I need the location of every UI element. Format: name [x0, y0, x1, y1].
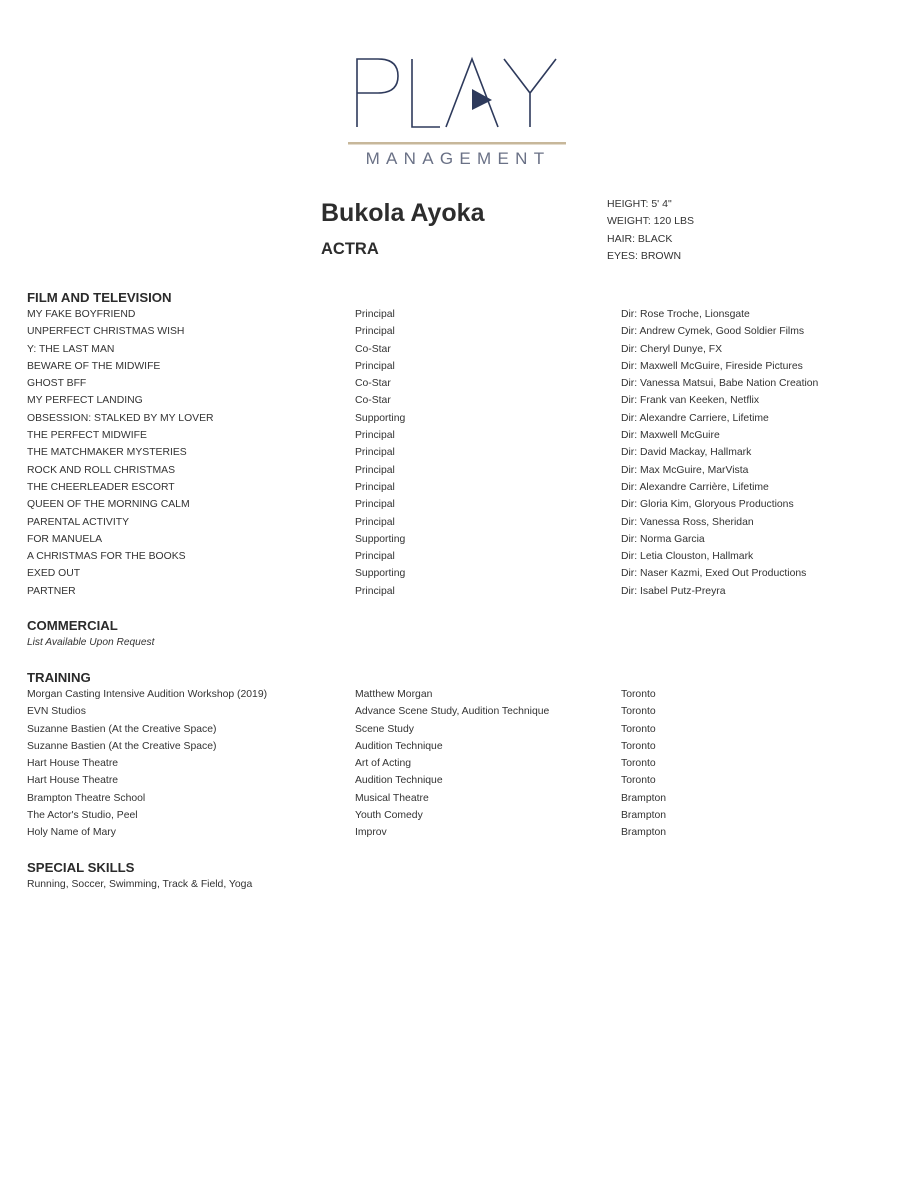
training-location: Brampton — [621, 810, 667, 822]
union-affiliation: ACTRA — [321, 240, 379, 258]
training-list — [27, 686, 897, 842]
credit-role: Principal — [355, 551, 395, 563]
credit-title: BEWARE OF THE MIDWIFE — [27, 360, 161, 372]
credit-row — [27, 548, 897, 565]
training-row — [27, 703, 897, 720]
credit-row — [27, 565, 897, 582]
credit-row — [27, 358, 897, 375]
section-heading: SPECIAL SKILLS — [27, 860, 135, 875]
credit-title: ROCK AND ROLL CHRISTMAS — [27, 464, 175, 476]
logo-subtitle: MANAGEMENT — [365, 149, 551, 168]
credit-row — [27, 496, 897, 513]
training-course: Audition Technique — [355, 740, 443, 752]
training-school: Brampton Theatre School — [27, 792, 146, 804]
training-location: Toronto — [621, 689, 656, 700]
training-location: Toronto — [621, 775, 656, 787]
training-course: Art of Acting — [355, 758, 412, 770]
credit-director: Dir: Andrew Cymek, Good Soldier Films — [621, 326, 805, 338]
training-school: EVN Studios — [27, 706, 86, 718]
credit-role: Principal — [355, 481, 395, 493]
credit-row — [27, 531, 897, 548]
credit-director: Dir: Frank van Keeken, Netflix — [621, 395, 760, 407]
credit-row — [27, 323, 897, 340]
credit-title: THE MATCHMAKER MYSTERIES — [27, 447, 187, 459]
credit-role: Principal — [355, 585, 395, 597]
stat-height: HEIGHT: 5' 4" — [607, 198, 672, 210]
credit-row — [27, 444, 897, 461]
credit-title: PARENTAL ACTIVITY — [27, 516, 130, 528]
training-row — [27, 738, 897, 755]
credit-title: THE PERFECT MIDWIFE — [27, 430, 147, 442]
credit-row — [27, 583, 897, 600]
training-school: Hart House Theatre — [27, 758, 119, 770]
credit-title: MY FAKE BOYFRIEND — [27, 309, 136, 320]
play-management-logo — [346, 54, 568, 172]
training-school: Suzanne Bastien (At the Creative Space) — [27, 723, 217, 735]
film-credits-list — [27, 306, 897, 600]
skills-text: Running, Soccer, Swimming, Track & Field, Yoga — [27, 879, 253, 890]
credit-director: Dir: Rose Troche, Lionsgate — [621, 309, 750, 320]
training-row — [27, 772, 897, 789]
credit-role: Supporting — [355, 412, 406, 424]
credit-row — [27, 479, 897, 496]
credit-row — [27, 392, 897, 409]
credit-row — [27, 341, 897, 358]
credit-row — [27, 306, 897, 323]
stat-hair: HAIR: BLACK — [607, 232, 673, 245]
credit-title: Y: THE LAST MAN — [27, 343, 115, 355]
credit-row — [27, 462, 897, 479]
section-heading: TRAINING — [27, 670, 91, 685]
credit-title: OBSESSION: STALKED BY MY LOVER — [27, 412, 214, 424]
training-location: Toronto — [621, 723, 656, 735]
training-school: Morgan Casting Intensive Audition Workshop (2019) — [27, 689, 268, 700]
credit-role: Principal — [355, 360, 395, 372]
credit-title: QUEEN OF THE MORNING CALM — [27, 499, 190, 511]
credit-title: THE CHEERLEADER ESCORT — [27, 481, 175, 493]
training-course: Youth Comedy — [355, 810, 423, 822]
credit-role: Principal — [355, 326, 395, 338]
credit-role: Supporting — [355, 568, 406, 580]
credit-director: Dir: Vanessa Ross, Sheridan — [621, 516, 754, 528]
credit-row — [27, 375, 897, 392]
commercial-note: List Available Upon Request — [27, 637, 155, 648]
credit-role: Principal — [355, 516, 395, 528]
training-course: Advance Scene Study, Audition Technique — [355, 706, 550, 718]
section-heading: COMMERCIAL — [27, 618, 118, 633]
credit-director: Dir: Cheryl Dunye, FX — [621, 343, 723, 355]
credit-title: UNPERFECT CHRISTMAS WISH — [27, 326, 185, 338]
training-row — [27, 755, 897, 772]
credit-role: Principal — [355, 464, 395, 476]
credit-director: Dir: Gloria Kim, Gloryous Productions — [621, 499, 794, 511]
training-course: Musical Theatre — [355, 792, 429, 804]
credit-role: Co-Star — [355, 343, 391, 355]
credit-row — [27, 427, 897, 444]
credit-role: Principal — [355, 447, 395, 459]
training-section — [27, 669, 897, 842]
credit-title: EXED OUT — [27, 568, 81, 580]
physical-stats — [607, 196, 694, 265]
training-school: Holy Name of Mary — [27, 827, 116, 839]
training-location: Toronto — [621, 706, 656, 718]
credit-director: Dir: Maxwell McGuire, Fireside Pictures — [621, 360, 803, 372]
training-course: Matthew Morgan — [355, 689, 433, 700]
training-row — [27, 807, 897, 824]
credit-role: Principal — [355, 499, 395, 511]
training-row — [27, 824, 897, 841]
credit-director: Dir: Norma Garcia — [621, 533, 705, 545]
training-school: The Actor's Studio, Peel — [27, 810, 138, 822]
stat-eyes: EYES: BROWN — [607, 249, 682, 262]
credit-director: Dir: Letia Clouston, Hallmark — [621, 551, 754, 563]
section-heading: FILM AND TELEVISION — [27, 290, 172, 305]
training-school: Hart House Theatre — [27, 775, 119, 787]
credit-title: GHOST BFF — [27, 378, 87, 390]
film-television-section — [27, 289, 897, 600]
training-location: Toronto — [621, 758, 656, 770]
training-row — [27, 686, 897, 703]
training-row — [27, 790, 897, 807]
credit-title: FOR MANUELA — [27, 533, 103, 545]
credit-role: Co-Star — [355, 395, 391, 407]
training-location: Brampton — [621, 827, 667, 839]
credit-director: Dir: Alexandre Carriere, Lifetime — [621, 412, 769, 424]
credit-director: Dir: Isabel Putz-Preyra — [621, 585, 726, 597]
credit-row — [27, 514, 897, 531]
special-skills-section — [27, 859, 897, 893]
training-course: Scene Study — [355, 723, 414, 735]
training-location: Toronto — [621, 740, 656, 752]
training-school: Suzanne Bastien (At the Creative Space) — [27, 740, 217, 752]
credit-director: Dir: Alexandre Carrière, Lifetime — [621, 481, 769, 493]
actor-name: Bukola Ayoka — [321, 199, 485, 227]
credit-director: Dir: Vanessa Matsui, Babe Nation Creation — [621, 378, 819, 390]
credit-role: Principal — [355, 309, 395, 320]
training-course: Audition Technique — [355, 775, 443, 787]
credit-role: Supporting — [355, 533, 406, 545]
credit-role: Principal — [355, 430, 395, 442]
training-location: Brampton — [621, 792, 667, 804]
credit-director: Dir: David Mackay, Hallmark — [621, 447, 752, 459]
credit-title: A CHRISTMAS FOR THE BOOKS — [27, 551, 186, 563]
credit-director: Dir: Max McGuire, MarVista — [621, 464, 749, 476]
credit-role: Co-Star — [355, 378, 391, 390]
commercial-section — [27, 617, 897, 651]
credit-director: Dir: Naser Kazmi, Exed Out Productions — [621, 568, 807, 580]
credit-row — [27, 410, 897, 427]
stat-weight: WEIGHT: 120 LBS — [607, 215, 694, 228]
training-course: Improv — [355, 827, 387, 839]
credit-title: MY PERFECT LANDING — [27, 395, 143, 407]
credit-director: Dir: Maxwell McGuire — [621, 430, 720, 442]
training-row — [27, 721, 897, 738]
credit-title: PARTNER — [27, 585, 76, 597]
